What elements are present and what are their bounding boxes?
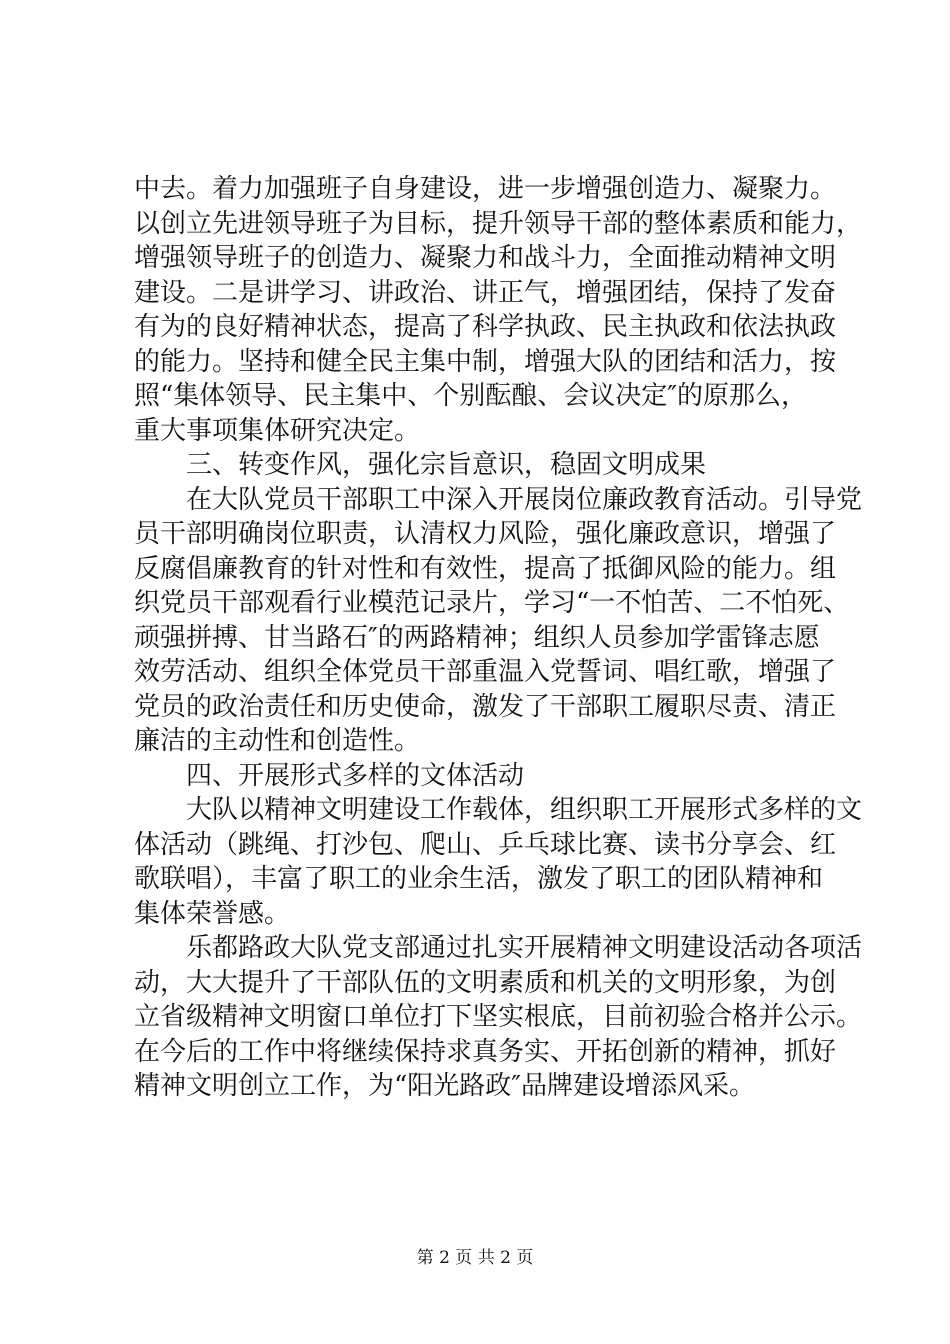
text-line: 党员的政治责任和历史使命，激发了干部职工履职尽责、清正 [134, 691, 837, 722]
text-line: 中去。着力加强班子自身建设，进一步增强创造力、凝聚力。 [134, 174, 837, 204]
text-line: 员干部明确岗位职责，认清权力风险，强化廉政意识，增强了 [134, 519, 837, 549]
section-heading: 四、开展形式多样的文体活动 [186, 760, 525, 791]
text-line: 立省级精神文明窗口单位打下坚实根底，目前初验合格并公示。 [134, 1002, 863, 1032]
text-line: 在今后的工作中将继续保持求真务实、开拓创新的精神，抓好 [134, 1036, 837, 1067]
section-heading: 三、转变作风，强化宗旨意识，稳固文明成果 [186, 450, 707, 480]
text-line: 反腐倡廉教育的针对性和有效性，提高了抵御风险的能力。组 [134, 553, 837, 584]
page-footer: 第 2 页 共 2 页 [416, 1248, 534, 1268]
text-line: 歌联唱），丰富了职工的业余生活，激发了职工的团队精神和 [134, 864, 824, 894]
text-line: 在大队党员干部职工中深入开展岗位廉政教育活动。引导党 [186, 484, 863, 515]
text-line: 动，大大提升了干部队伍的文明素质和机关的文明形象，为创 [134, 967, 837, 998]
text-line: 精神文明创立工作，为“阳光路政″品牌建设增添风采。 [134, 1071, 756, 1101]
text-line: 照“集体领导、民主集中、个别酝酿、会议决定″的原那么， [134, 381, 808, 411]
text-line: 顽强拼搏、甘当路石″的两路精神；组织人员参加学雷锋志愿 [134, 622, 820, 653]
document-body [134, 172, 863, 1104]
text-line: 有为的良好精神状态，提高了科学执政、民主执政和依法执政 [134, 312, 837, 342]
text-line: 廉洁的主动性和创造性。 [134, 726, 421, 756]
text-line: 建设。二是讲学习、讲政治、讲正气，增强团结，保持了发奋 [134, 277, 837, 308]
text-line: 效劳活动、组织全体党员干部重温入党誓词、唱红歌，增强了 [134, 657, 837, 687]
text-line: 体活动（跳绳、打沙包、爬山、乒乓球比赛、读书分享会、红 [134, 829, 837, 860]
text-line: 重大事项集体研究决定。 [134, 415, 421, 446]
text-line: 集体荣誉感。 [134, 898, 291, 929]
text-line: 乐都路政大队党支部通过扎实开展精神文明建设活动各项活 [186, 933, 863, 963]
text-line: 的能力。坚持和健全民主集中制，增强大队的团结和活力，按 [134, 346, 837, 377]
text-line: 织党员干部观看行业模范记录片，学习“一不怕苦、二不怕死、 [134, 588, 850, 618]
text-line: 增强领导班子的创造力、凝聚力和战斗力，全面推动精神文明 [134, 243, 837, 273]
text-line: 大队以精神文明建设工作载体，组织职工开展形式多样的文 [186, 795, 863, 825]
text-line: 以创立先进领导班子为目标，提升领导干部的整体素质和能力， [134, 208, 863, 239]
